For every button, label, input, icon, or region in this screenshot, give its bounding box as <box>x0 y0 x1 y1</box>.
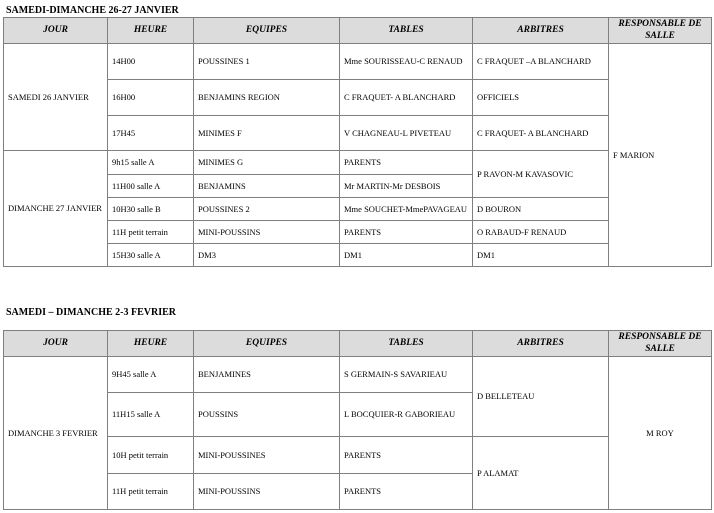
tables-cell: C FRAQUET- A BLANCHARD <box>340 80 473 116</box>
tables-cell: Mme SOURISSEAU-C RENAUD <box>340 44 473 80</box>
heure-cell: 11H15 salle A <box>108 393 194 437</box>
heure-cell: 9h15 salle A <box>108 151 194 175</box>
header-equipes: EQUIPES <box>194 331 340 357</box>
equipes-cell: DM3 <box>194 244 340 267</box>
equipes-cell: MINI-POUSSINES <box>194 437 340 474</box>
heure-cell: 17H45 <box>108 116 194 151</box>
table-row <box>4 116 712 151</box>
table-header-row <box>4 331 712 357</box>
tables-cell: PARENTS <box>340 474 473 510</box>
header-responsable: RESPONSABLE DE SALLE <box>609 18 712 44</box>
header-arbitres: ARBITRES <box>473 331 609 357</box>
header-tables: TABLES <box>340 331 473 357</box>
arbitres-cell: C FRAQUET –A BLANCHARD <box>473 44 609 80</box>
equipes-cell: MINIMES F <box>194 116 340 151</box>
heure-cell: 15H30 salle A <box>108 244 194 267</box>
section-title-janvier: SAMEDI-DIMANCHE 26-27 JANVIER <box>6 5 179 16</box>
header-responsable: RESPONSABLE DE SALLE <box>609 331 712 357</box>
heure-cell: 9H45 salle A <box>108 357 194 393</box>
table-row <box>4 221 712 244</box>
jour-cell: SAMEDI 26 JANVIER <box>4 44 108 151</box>
header-heure: HEURE <box>108 331 194 357</box>
arbitres-cell: D BELLETEAU <box>473 357 609 437</box>
tables-cell: Mme SOUCHET-MmePAVAGEAU <box>340 198 473 221</box>
table-row <box>4 437 712 474</box>
tables-cell: L BOCQUIER-R GABORIEAU <box>340 393 473 437</box>
header-jour: JOUR <box>4 331 108 357</box>
header-arbitres: ARBITRES <box>473 18 609 44</box>
heure-cell: 11H petit terrain <box>108 221 194 244</box>
jour-cell: DIMANCHE 3 FEVRIER <box>4 357 108 510</box>
equipes-cell: POUSSINS <box>194 393 340 437</box>
heure-cell: 11H00 salle A <box>108 175 194 198</box>
equipes-cell: MINI-POUSSINS <box>194 474 340 510</box>
table-row <box>4 244 712 267</box>
equipes-cell: BENJAMINES <box>194 357 340 393</box>
arbitres-cell: DM1 <box>473 244 609 267</box>
arbitres-cell: D BOURON <box>473 198 609 221</box>
table-header-row <box>4 18 712 44</box>
tables-cell: DM1 <box>340 244 473 267</box>
heure-cell: 16H00 <box>108 80 194 116</box>
table-row <box>4 44 712 80</box>
arbitres-cell: O RABAUD-F RENAUD <box>473 221 609 244</box>
jour-cell: DIMANCHE 27 JANVIER <box>4 151 108 267</box>
header-jour: JOUR <box>4 18 108 44</box>
arbitres-cell: P ALAMAT <box>473 437 609 510</box>
schedule-table-janvier <box>3 17 712 267</box>
tables-cell: S GERMAIN-S SAVARIEAU <box>340 357 473 393</box>
heure-cell: 11H petit terrain <box>108 474 194 510</box>
equipes-cell: MINI-POUSSINS <box>194 221 340 244</box>
responsable-cell: F MARION <box>609 44 712 267</box>
table-row <box>4 151 712 175</box>
equipes-cell: POUSSINES 2 <box>194 198 340 221</box>
section-title-fevrier: SAMEDI – DIMANCHE 2-3 FEVRIER <box>6 307 177 318</box>
heure-cell: 10H30 salle B <box>108 198 194 221</box>
header-tables: TABLES <box>340 18 473 44</box>
tables-cell: PARENTS <box>340 221 473 244</box>
arbitres-cell: P RAVON-M KAVASOVIC <box>473 151 609 198</box>
table-row <box>4 357 712 393</box>
responsable-cell: M ROY <box>609 357 712 510</box>
header-heure: HEURE <box>108 18 194 44</box>
table-row <box>4 198 712 221</box>
equipes-cell: BENJAMINS <box>194 175 340 198</box>
table-row <box>4 80 712 116</box>
equipes-cell: POUSSINES 1 <box>194 44 340 80</box>
tables-cell: Mr MARTIN-Mr DESBOIS <box>340 175 473 198</box>
schedule-table-fevrier <box>3 330 712 510</box>
heure-cell: 10H petit terrain <box>108 437 194 474</box>
tables-cell: V CHAGNEAU-L PIVETEAU <box>340 116 473 151</box>
arbitres-cell: OFFICIELS <box>473 80 609 116</box>
arbitres-cell: C FRAQUET- A BLANCHARD <box>473 116 609 151</box>
equipes-cell: MINIMES G <box>194 151 340 175</box>
header-equipes: EQUIPES <box>194 18 340 44</box>
equipes-cell: BENJAMINS REGION <box>194 80 340 116</box>
tables-cell: PARENTS <box>340 151 473 175</box>
tables-cell: PARENTS <box>340 437 473 474</box>
heure-cell: 14H00 <box>108 44 194 80</box>
